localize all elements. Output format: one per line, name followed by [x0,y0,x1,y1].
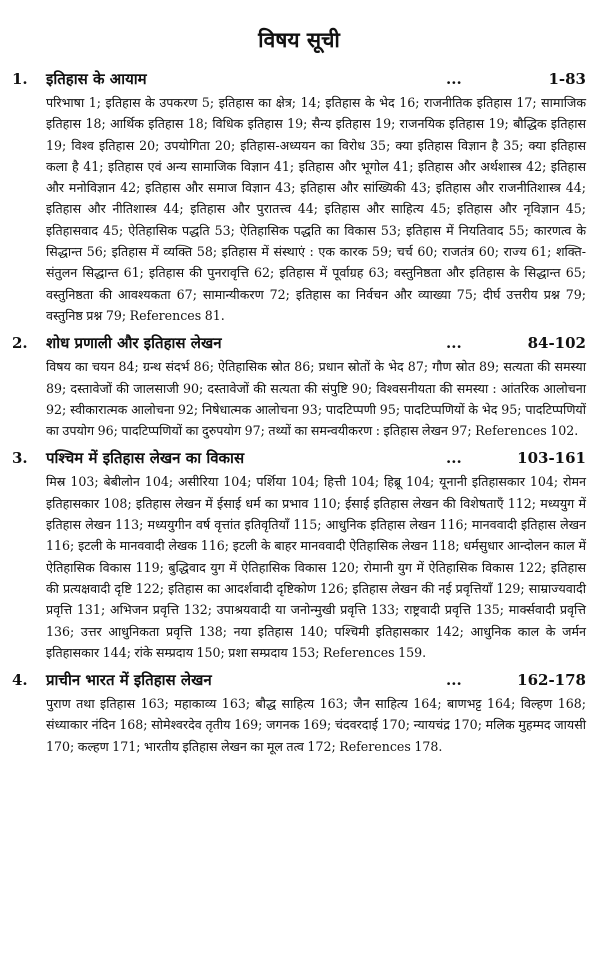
chapter-number: 4. [12,671,28,690]
chapter-heading[interactable] [12,669,586,691]
chapter-number: 3. [12,449,28,468]
chapter-3 [12,447,586,663]
chapter-dots: ... [446,449,462,468]
chapter-2 [12,332,586,441]
chapter-number: 2. [12,334,28,353]
chapter-number: 1. [12,70,28,88]
chapter-4 [12,669,586,757]
chapter-title: इतिहास के आयाम [46,70,147,88]
chapter-dots: ... [446,334,462,353]
chapter-topics: पुराण तथा इतिहास 163; महाकाव्य 163; बौद्ध साहित्य 163; जैन साहित्य 164; बाणभट्ट 164; विल्हण 168; संध्याकार नंदिन 168; सोमेश्वरदेव तृतीय 169; जगनक 169; चंदवरदाई 170; न्यायचंद्र 170; मलिक मुहम्मद जायसी 170; कल्हण 171; भारतीय इतिहास लेखन का मूल तत्व 172; References 178. [46,696,586,754]
chapter-pages: 103-161 [517,449,586,468]
page-title: विषय सूची [258,27,340,52]
chapter-heading[interactable] [12,68,586,90]
chapter-heading[interactable] [12,332,586,354]
chapter-title: शोध प्रणाली और इतिहास लेखन [46,334,222,353]
chapter-pages: 1-83 [548,70,586,88]
chapter-topics: विषय का चयन 84; ग्रन्थ संदर्भ 86; ऐतिहासिक स्रोत 86; प्रधान स्रोतों के भेद 87; गौण स्रोत 89; सत्यता की समस्या 89; दस्तावेजों की जालसाजी 90; दस्तावेजों की सत्यता की संपुष्टि 90; विश्वसनीयता की समस्या : आंतरिक आलोचना 92; स्वीकारात्मक आलोचना 92; निषेधात्मक आलोचना 93; पादटिप्पणी 95; पादटिप्पणियों के भेद 95; पादटिप्पणियों का उपयोग 96; पादटिप्पणियों का दुरुपयोग 97; तथ्यों का समन्वयीकरण : इतिहास लेखन 97; References 102. [46,359,586,439]
chapter-pages: 162-178 [517,671,586,690]
chapter-heading[interactable] [12,447,586,469]
chapter-title: प्राचीन भारत में इतिहास लेखन [46,671,212,690]
chapter-1 [12,68,586,326]
chapter-topics: परिभाषा 1; इतिहास के उपकरण 5; इतिहास का क्षेत्र; 14; इतिहास के भेद 16; राजनीतिक इतिहास 17; सामाजिक इतिहास 18; आर्थिक इतिहास 18; विधिक इतिहास 19; सैन्य इतिहास 19; राजनयिक इतिहास 19; बौद्धिक इतिहास 19; विश्व इतिहास 20; उपयोगिता 20; इतिहास-अध्ययन का विरोध 35; क्या इतिहास विज्ञान है 35; क्या इतिहास कला है 41; इतिहास एवं अन्य सामाजिक विज्ञान 41; इतिहास और भूगोल 41; इतिहास और अर्थशास्त्र 42; इतिहास और मनोविज्ञान 42; इतिहास और समाज विज्ञान 43; इतिहास और सांख्यिकी 43; इतिहास और राजनीतिशास्त्र 44; इतिहास और नीतिशास्त्र 44; इतिहास और पुरातत्त्व 44; इतिहास और साहित्य 45; इतिहास और नृविज्ञान 45; इतिहासवाद 45; ऐतिहासिक पद्धति 53; ऐतिहासिक पद्धति का विकास 53; इतिहास में नियतिवाद 55; कारणत्व के सिद्धान्त 56; इतिहास में व्यक्ति 58; इतिहास में संस्थाएं : एक कारक 59; चर्च 60; राजतंत्र 60; राज्य 61; शक्ति-संतुलन सिद्धान्त 61; इतिहास की पुनरावृत्ति 62; इतिहास में पूर्वाग्रह 63; वस्तुनिष्ठता और इतिहास के सिद्धान्त 65; वस्तुनिष्ठता की आवश्यकता 67; सामान्यीकरण 72; इतिहास का निर्वचन और व्याख्या 75; दीर्घ उत्तरीय प्रश्न 79; वस्तुनिष्ठ प्रश्न 79; References 81. [46,95,586,323]
chapter-dots: ... [446,70,462,88]
chapter-pages: 84-102 [527,334,586,353]
chapter-title: पश्चिम में इतिहास लेखन का विकास [46,449,245,468]
chapter-topics: मिस्र 103; बेबीलोन 104; असीरिया 104; पर्शिया 104; हित्ती 104; हिब्रू 104; यूनानी इतिहासकार 104; रोमन इतिहासकार 108; इतिहास लेखन में ईसाई धर्म का प्रभाव 110; ईसाई इतिहास लेखन की विशेषताएँ 112; मध्ययुग में इतिहास लेखन 113; मध्ययुगीन वर्ष वृत्तांत इतिवृतियाँ 115; आधुनिक इतिहास लेखन 116; मानववादी इतिहास लेखन 116; इटली के मानववादी लेखक 116; इटली के बाहर मानववादी ऐतिहासिक लेखन 118; धर्मसुधार आन्दोलन काल में ऐतिहासिक विकास 119; बुद्धिवाद युग में ऐतिहासिक विकास 120; रोमानी युग में ऐतिहासिक विकास 122; इतिहास की प्रत्यक्षवादी दृष्टि 122; इतिहास का आदर्शवादी दृष्टिकोण 126; इतिहास लेखन की नई प्रवृत्तियाँ 129; साम्राज्यवादी प्रवृत्ति 131; अभिजन प्रवृत्ति 132; उपाश्रयवादी या जनोन्मुखी प्रवृत्ति 133; राष्ट्रवादी प्रवृत्ति 135; मार्क्सवादी प्रवृत्ति 136; उत्तर आधुनिकता प्रवृत्ति 138; नया इतिहास 140; पश्चिमी इतिहासकार 142; आधुनिक काल के जर्मन इतिहासकार 144; रांके सम्प्रदाय 150; प्रशा सम्प्रदाय 153; References 159. [46,474,586,660]
chapter-dots: ... [446,671,462,690]
